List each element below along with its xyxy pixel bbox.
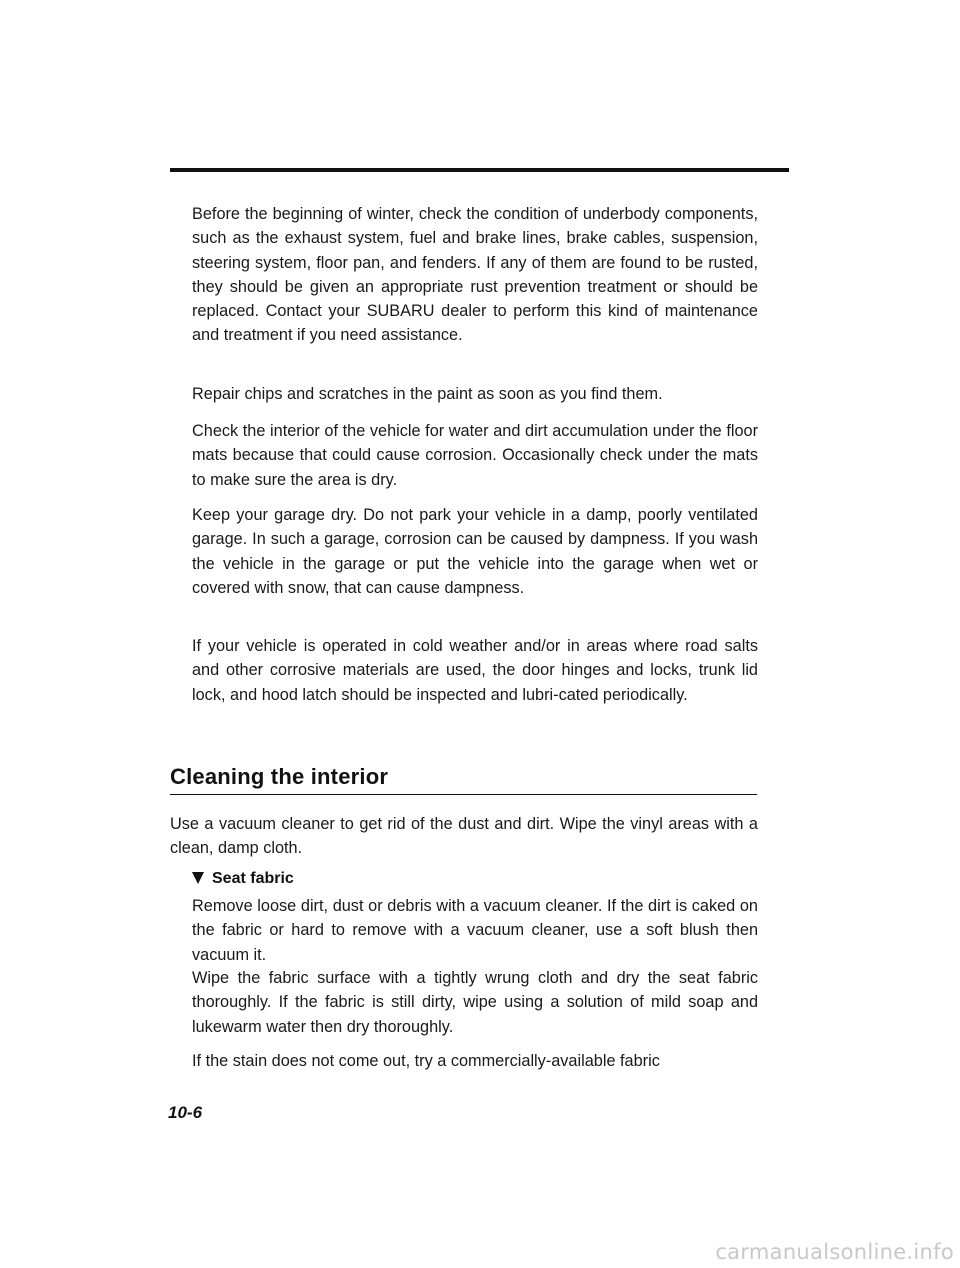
triangle-marker-icon [192, 872, 204, 884]
paragraph-underbody-check: Before the beginning of winter, check the condition of underbody components, such as the exhaust system, fuel and brake lines, brake cables, suspension, steering system, floor pan, and fenders. If any of them are found to be rusted, they should be given an appropriate rust prevention treatment or should be replaced. Contact your SUBARU dealer to perform this kind of maintenance and treatment if you need assistance. [192, 205, 758, 345]
subheading-label: Seat fabric [212, 870, 294, 887]
paragraph-garage-dry: Keep your garage dry. Do not park your vehicle in a damp, poorly ventilated garage. In such a garage, corrosion can be caused by dampness. If you wash the vehicle in the garage or put the vehicle into the garage when wet or covered with snow, that can cause dampness. [192, 506, 758, 597]
page-number: 10-6 [168, 1103, 203, 1122]
paragraph-stain: If the stain does not come out, try a commercially-available fabric [192, 1052, 660, 1070]
top-divider [170, 168, 789, 172]
section-divider [170, 794, 757, 795]
section-title: Cleaning the interior [170, 764, 389, 789]
paragraph-lubrication: If your vehicle is operated in cold weather and/or in areas where road salts and other corrosive materials are used, the door hinges and locks, trunk lid lock, and hood latch should be inspected and lubri-cated periodically. [192, 637, 758, 704]
paragraph-interior-check: Check the interior of the vehicle for water and dirt accumulation under the floor mats because that could cause corrosion. Occasionally check under the mats to make sure the area is dry. [192, 422, 758, 489]
subheading-seat-fabric [192, 870, 294, 888]
section-intro: Use a vacuum cleaner to get rid of the dust and dirt. Wipe the vinyl areas with a clean, damp cloth. [170, 815, 758, 858]
paragraph-wipe-fabric: Wipe the fabric surface with a tightly wrung cloth and dry the seat fabric thoroughly. If the fabric is still dirty, wipe using a solution of mild soap and lukewarm water then dry thoroughly. [192, 969, 758, 1036]
paragraph-paint-repair: Repair chips and scratches in the paint as soon as you find them. [192, 385, 663, 403]
paragraph-remove-dirt: Remove loose dirt, dust or debris with a vacuum cleaner. If the dirt is caked on the fabric or hard to remove with a vacuum cleaner, use a soft blush then vacuum it. [192, 897, 758, 964]
watermark: carmanualsonline.info [715, 1240, 954, 1264]
